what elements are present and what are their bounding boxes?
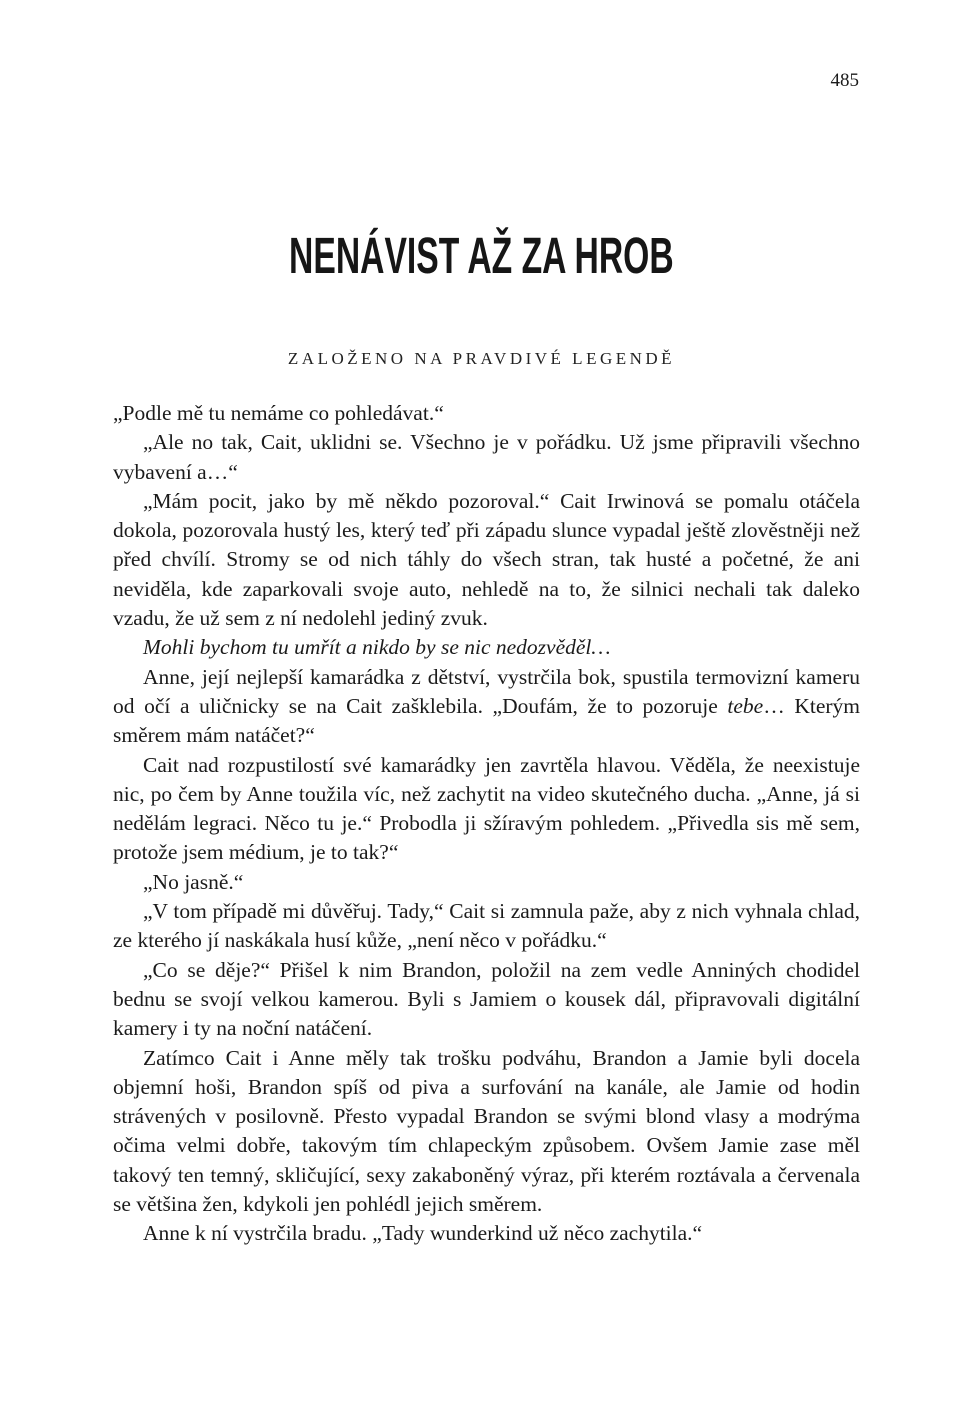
text-run: „Co se děje?“ Přišel k nim Brandon, položil na zem vedle Anniných chodidel bednu se svojí velkou kamerou. Byli s Jamiem o kousek dál, připravovali digitální kamery i ty na noční natáčení. [113, 957, 860, 1041]
text-run: „No jasně.“ [143, 869, 244, 894]
paragraph [113, 956, 860, 1044]
text-run-italic: Mohli bychom tu umřít a nikdo by se nic nedozvěděl… [143, 635, 611, 660]
paragraph [113, 428, 860, 487]
text-run: Cait nad rozpustilostí své kamarádky jen zavrtěla hlavou. Věděla, že neexistuje nic, po čem by Anne toužila víc, než zachytit na video skutečného ducha. „Anne, já si nedělám legraci. Něco tu je.“ Probodla ji sžíravým pohledem. „Přivedla sis mě sem, protože jsem médium, je to tak?“ [113, 752, 860, 865]
paragraph [113, 868, 860, 897]
paragraph [113, 399, 860, 428]
paragraph [113, 751, 860, 868]
text-run: „Mám pocit, jako by mě někdo pozoroval.“ Cait Irwinová se pomalu otáčela dokola, pozorovala hustý les, který teď při západu slunce vypadal ještě zlověstněji než před chvílí. Stromy se od nich táhly do všech stran, tak husté a početné, že ani neviděla, kde zaparkovali svoje auto, nehledě na to, že silnici nechali tak daleko vzadu, že už sem z ní nedolehl jediný zvuk. [113, 488, 860, 631]
text-run: Anne k ní vystrčila bradu. „Tady wunderkind už něco zachytila.“ [143, 1221, 703, 1246]
text-run-italic: tebe [727, 693, 764, 718]
paragraph [113, 633, 860, 662]
page-number: 485 [830, 70, 859, 91]
paragraph [113, 1044, 860, 1220]
text-run: „Ale no tak, Cait, uklidni se. Všechno je v pořádku. Už jsme připravili všechno vybavení a…“ [113, 430, 860, 484]
paragraph [113, 897, 860, 956]
paragraph [113, 487, 860, 633]
story-text [113, 399, 860, 1249]
text-run: „Podle mě tu nemáme co pohledávat.“ [113, 401, 444, 425]
text-run: Anne, její nejlepší kamarádka z dětství, vystrčila bok, spustila termovizní kameru od očí a uličnicky se na Cait zašklebila. „Doufám, že to pozoruje [113, 664, 860, 718]
chapter-title: NENÁVIST AŽ ZA HROB [289, 227, 674, 284]
text-run: „V tom případě mi důvěřuj. Tady,“ Cait si zamnula paže, aby z nich vyhnala chlad, ze kterého jí naskákala husí kůže, „není něco v pořádku.“ [113, 899, 860, 953]
text-run: Zatímco Cait i Anne měly tak trošku podváhu, Brandon a Jamie byli docela objemní hoši, Brandon spíš od piva a surfování na kanále, ale Jamie od hodin strávených v posilovně. Přesto vypadal Brandon se svými blond vlasy a modrýma očima velmi dobře, takovým tím chlapeckým způsobem. Ovšem Jamie zase měl takový ten temný, skličující, sexy zakaboněný výraz, při kterém roztávala a červenala se většina žen, kdykoli jen pohlédl jejich směrem. [113, 1045, 860, 1217]
paragraph [113, 663, 860, 751]
chapter-title-wrap [0, 227, 963, 284]
paragraph [113, 1219, 860, 1248]
chapter-subtitle: ZALOŽENO NA PRAVDIVÉ LEGENDĚ [287, 349, 676, 368]
text-run: … Kterým směrem mám natáčet?“ [113, 693, 860, 748]
